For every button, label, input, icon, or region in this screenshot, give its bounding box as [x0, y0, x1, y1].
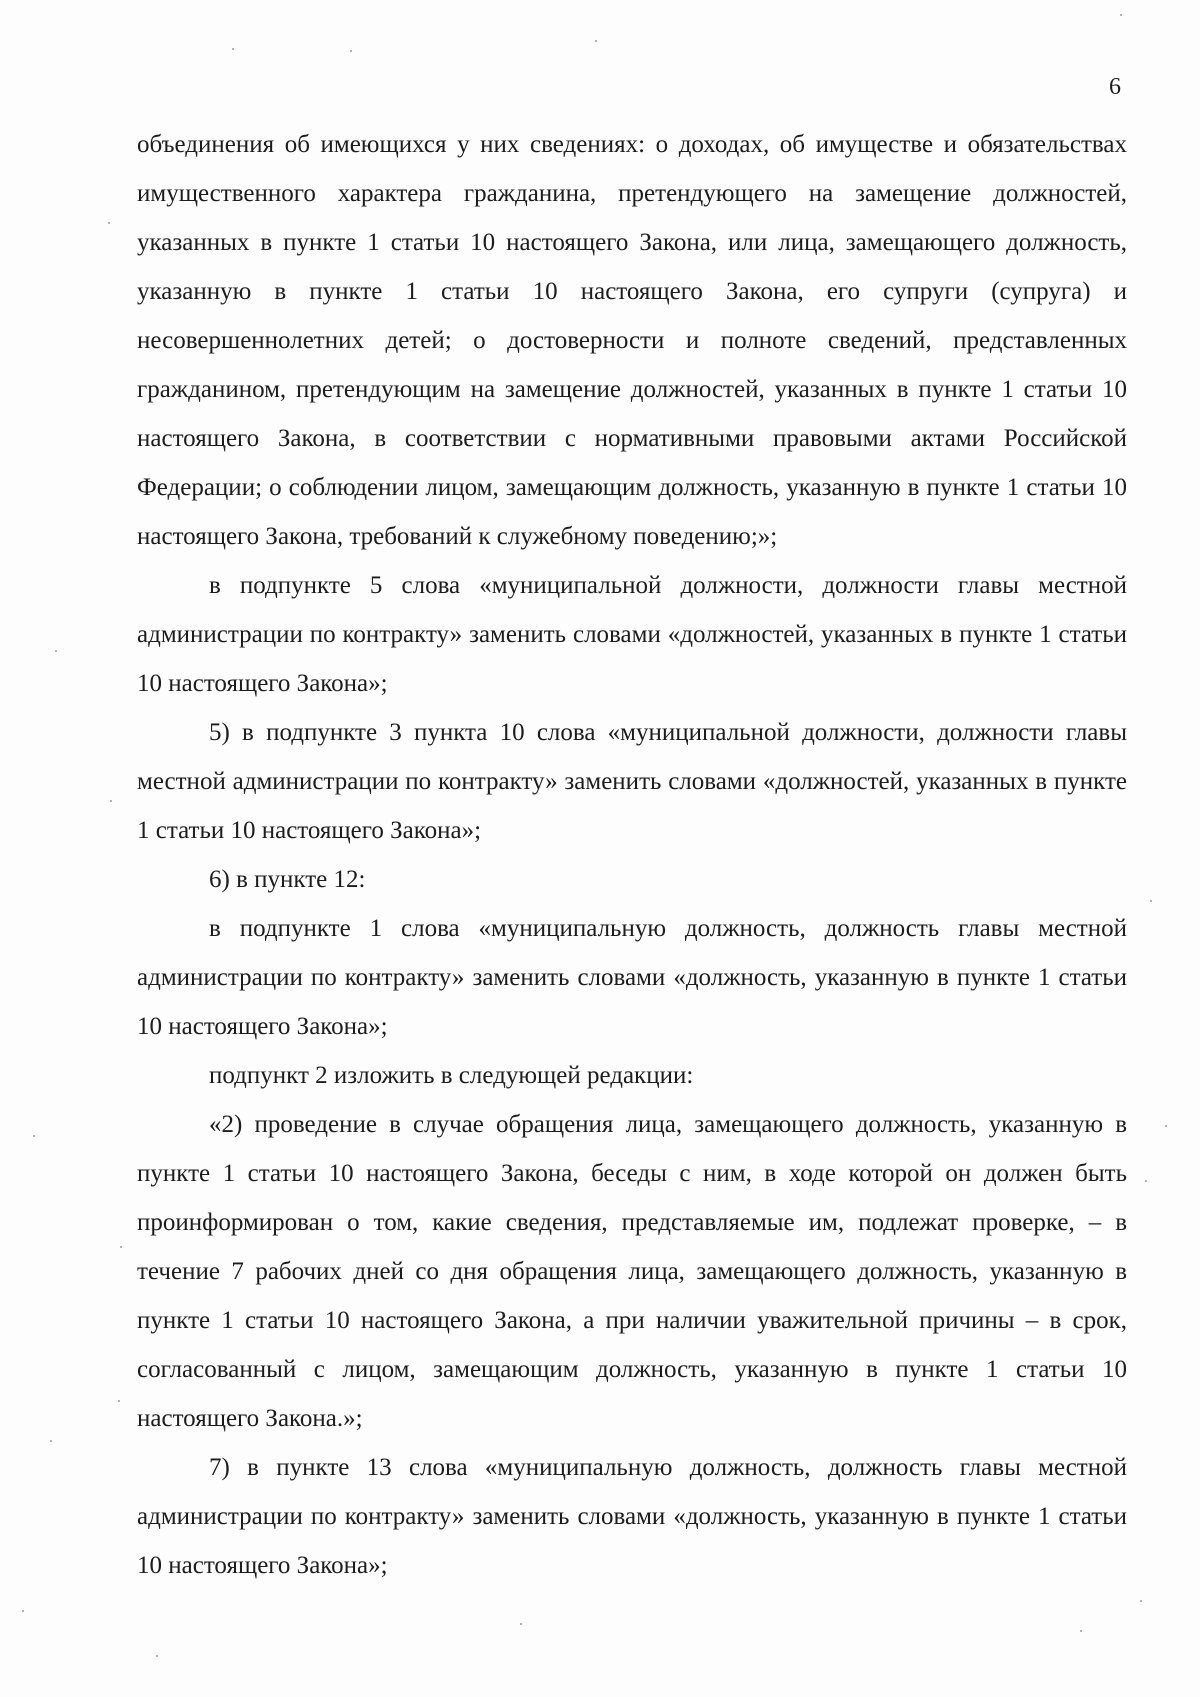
scan-speck [595, 40, 597, 42]
paragraph-1: объединения об имеющихся у них сведениях: о доходах, об имуществе и обязательствах имущественного характера гражданина, претендующего на замещение должностей, указанных в пункте 1 статьи 10 настоящего Закона, или лица, замещающего должность, указанную в пункте 1 статьи 10 настоящего Закона, его супруги (супруга) и несовершеннолетних детей; о достоверности и полноте сведений, представленных гражданином, претендующим на замещение должностей, указанных в пункте 1 статьи 10 настоящего Закона, в соответствии с нормативными правовыми актами Российской Федерации; о соблюдении лицом, замещающим должность, указанную в пункте 1 статьи 10 настоящего Закона, требований к служебному поведению;»; [137, 131, 1127, 550]
page-number: 6 [1109, 74, 1121, 100]
paragraph-2: в подпункте 5 слова «муниципальной должности, должности главы местной администрации по контракту» заменить словами «должностей, указанных в пункте 1 статьи 10 настоящего Закона»; [137, 572, 1127, 697]
scan-speck [1150, 900, 1152, 902]
scan-speck [110, 800, 112, 802]
scan-speck [120, 1246, 122, 1248]
paragraph-4: 6) в пункте 12: [209, 866, 366, 893]
scan-speck [118, 1400, 120, 1402]
scan-speck [108, 222, 110, 224]
scan-speck [1080, 1630, 1082, 1632]
scan-speck [232, 48, 234, 50]
paragraph-7: «2) проведение в случае обращения лица, замещающего должность, указанную в пункте 1 статьи 10 настоящего Закона, беседы с ним, в ходе которой он должен быть проинформирован о том, какие сведения, представляемые им, подлежат проверке, – в течение 7 рабочих дней со дня обращения лица, замещающего должность, указанную в пункте 1 статьи 10 настоящего Закона, а при наличии уважительной причины – в срок, согласованный с лицом, замещающим должность, указанную в пункте 1 статьи 10 настоящего Закона.»; [137, 1111, 1127, 1432]
scan-speck [33, 1135, 35, 1137]
scan-speck [22, 1610, 24, 1612]
document-body [137, 120, 1127, 1590]
scan-speck [50, 1440, 52, 1442]
scan-speck [1165, 1125, 1167, 1127]
scan-speck [1140, 1600, 1142, 1602]
paragraph-3: 5) в подпункте 3 пункта 10 слова «муниципальной должности, должности главы местной администрации по контракту» заменить словами «должностей, указанных в пункте 1 статьи 10 настоящего Закона»; [137, 719, 1127, 844]
paragraph-5: в подпункте 1 слова «муниципальную должность, должность главы местной администрации по контракту» заменить словами «должность, указанную в пункте 1 статьи 10 настоящего Закона»; [137, 915, 1127, 1040]
paragraph-8: 7) в пункте 13 слова «муниципальную должность, должность главы местной администрации по контракту» заменить словами «должность, указанную в пункте 1 статьи 10 настоящего Закона»; [137, 1454, 1127, 1579]
scan-speck [1120, 14, 1122, 16]
scan-speck [350, 50, 352, 52]
paragraph-6: подпункт 2 изложить в следующей редакции: [209, 1062, 694, 1089]
scan-speck [520, 1623, 522, 1625]
scan-speck [156, 1655, 158, 1657]
scan-speck [1145, 1180, 1147, 1182]
scan-speck [55, 650, 57, 652]
